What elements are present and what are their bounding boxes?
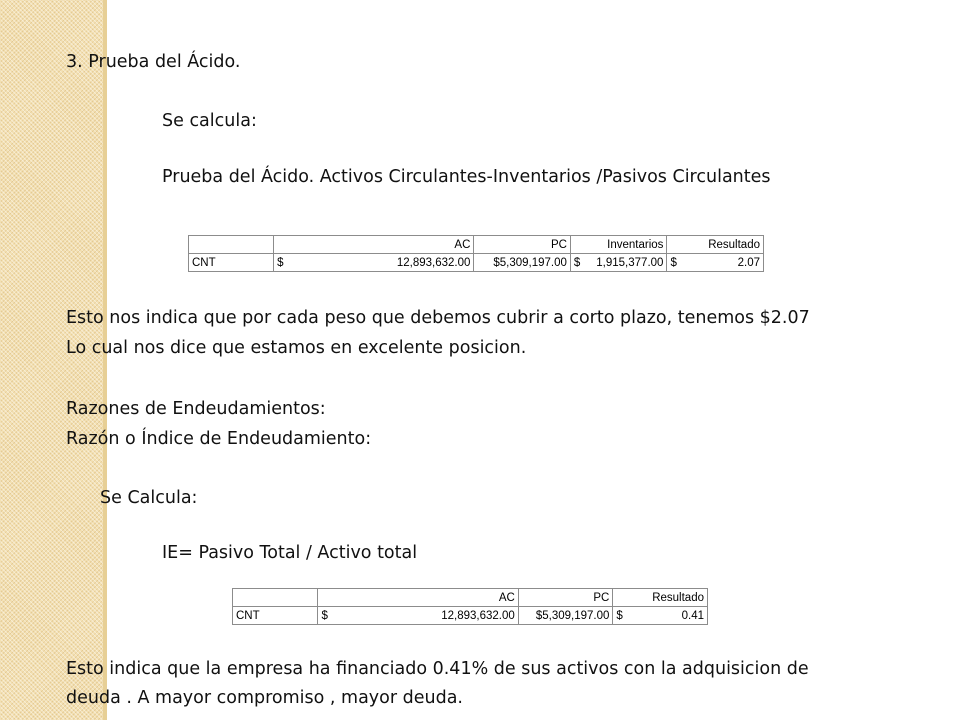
debt-index-title: Razón o Índice de Endeudamiento: <box>66 429 372 449</box>
header-cell-ac: AC <box>318 589 518 607</box>
explanation-line-2: Lo cual nos dice que estamos en excelente posicion. <box>66 338 527 358</box>
cell-resultado <box>667 254 764 272</box>
acid-test-formula: Prueba del Ácido. Activos Circulantes-Inventarios /Pasivos Circulantes <box>162 167 771 187</box>
explanation-2-line-1: Esto indica que la empresa ha financiado 0.41% de sus activos con la adquisicion de <box>66 659 809 679</box>
cell-ac <box>318 607 518 625</box>
header-cell-inventarios: Inventarios <box>570 236 667 254</box>
table-row <box>189 254 764 272</box>
cell-inventarios-value: 1,915,377.00 <box>596 256 664 269</box>
explanation-line-1: Esto nos indica que por cada peso que debemos cubrir a corto plazo, tenemos $2.07 <box>66 308 810 328</box>
cell-resultado-value: 0.41 <box>681 609 704 622</box>
currency-sign: $ <box>277 256 284 269</box>
cell-pc: $5,309,197.00 <box>474 254 571 272</box>
currency-sign: $ <box>670 256 677 269</box>
header-cell-resultado: Resultado <box>667 236 764 254</box>
header-cell-pc: PC <box>518 589 613 607</box>
currency-sign: $ <box>321 609 328 622</box>
row-label-cnt: CNT <box>189 254 274 272</box>
decorative-side-stripe <box>0 0 107 720</box>
table-header-row <box>189 236 764 254</box>
row-label-cnt: CNT <box>233 607 318 625</box>
debt-index-formula: IE= Pasivo Total / Activo total <box>162 543 418 563</box>
header-cell-ac: AC <box>274 236 474 254</box>
cell-ac <box>274 254 474 272</box>
cell-ac-value: 12,893,632.00 <box>396 256 471 269</box>
cell-inventarios <box>570 254 667 272</box>
header-cell-empty <box>189 236 274 254</box>
table-row <box>233 607 708 625</box>
header-cell-resultado: Resultado <box>613 589 708 607</box>
side-stripe-edge <box>103 0 107 720</box>
se-calcula-label: Se calcula: <box>162 111 257 131</box>
currency-sign: $ <box>573 256 581 269</box>
se-calcula-label-2: Se Calcula: <box>100 488 198 508</box>
cell-resultado-value: 2.07 <box>737 256 760 269</box>
cell-pc: $5,309,197.00 <box>518 607 613 625</box>
cell-resultado <box>613 607 708 625</box>
debt-index-table <box>232 588 708 625</box>
cell-ac-value: 12,893,632.00 <box>441 609 515 622</box>
header-cell-empty <box>233 589 318 607</box>
table-header-row <box>233 589 708 607</box>
explanation-2-line-2: deuda . A mayor compromiso , mayor deuda. <box>66 688 463 708</box>
header-cell-pc: PC <box>474 236 571 254</box>
section-heading: 3. Prueba del Ácido. <box>66 52 241 72</box>
debt-ratios-title: Razones de Endeudamientos: <box>66 399 326 419</box>
acid-test-table <box>188 235 764 272</box>
currency-sign: $ <box>616 609 623 622</box>
